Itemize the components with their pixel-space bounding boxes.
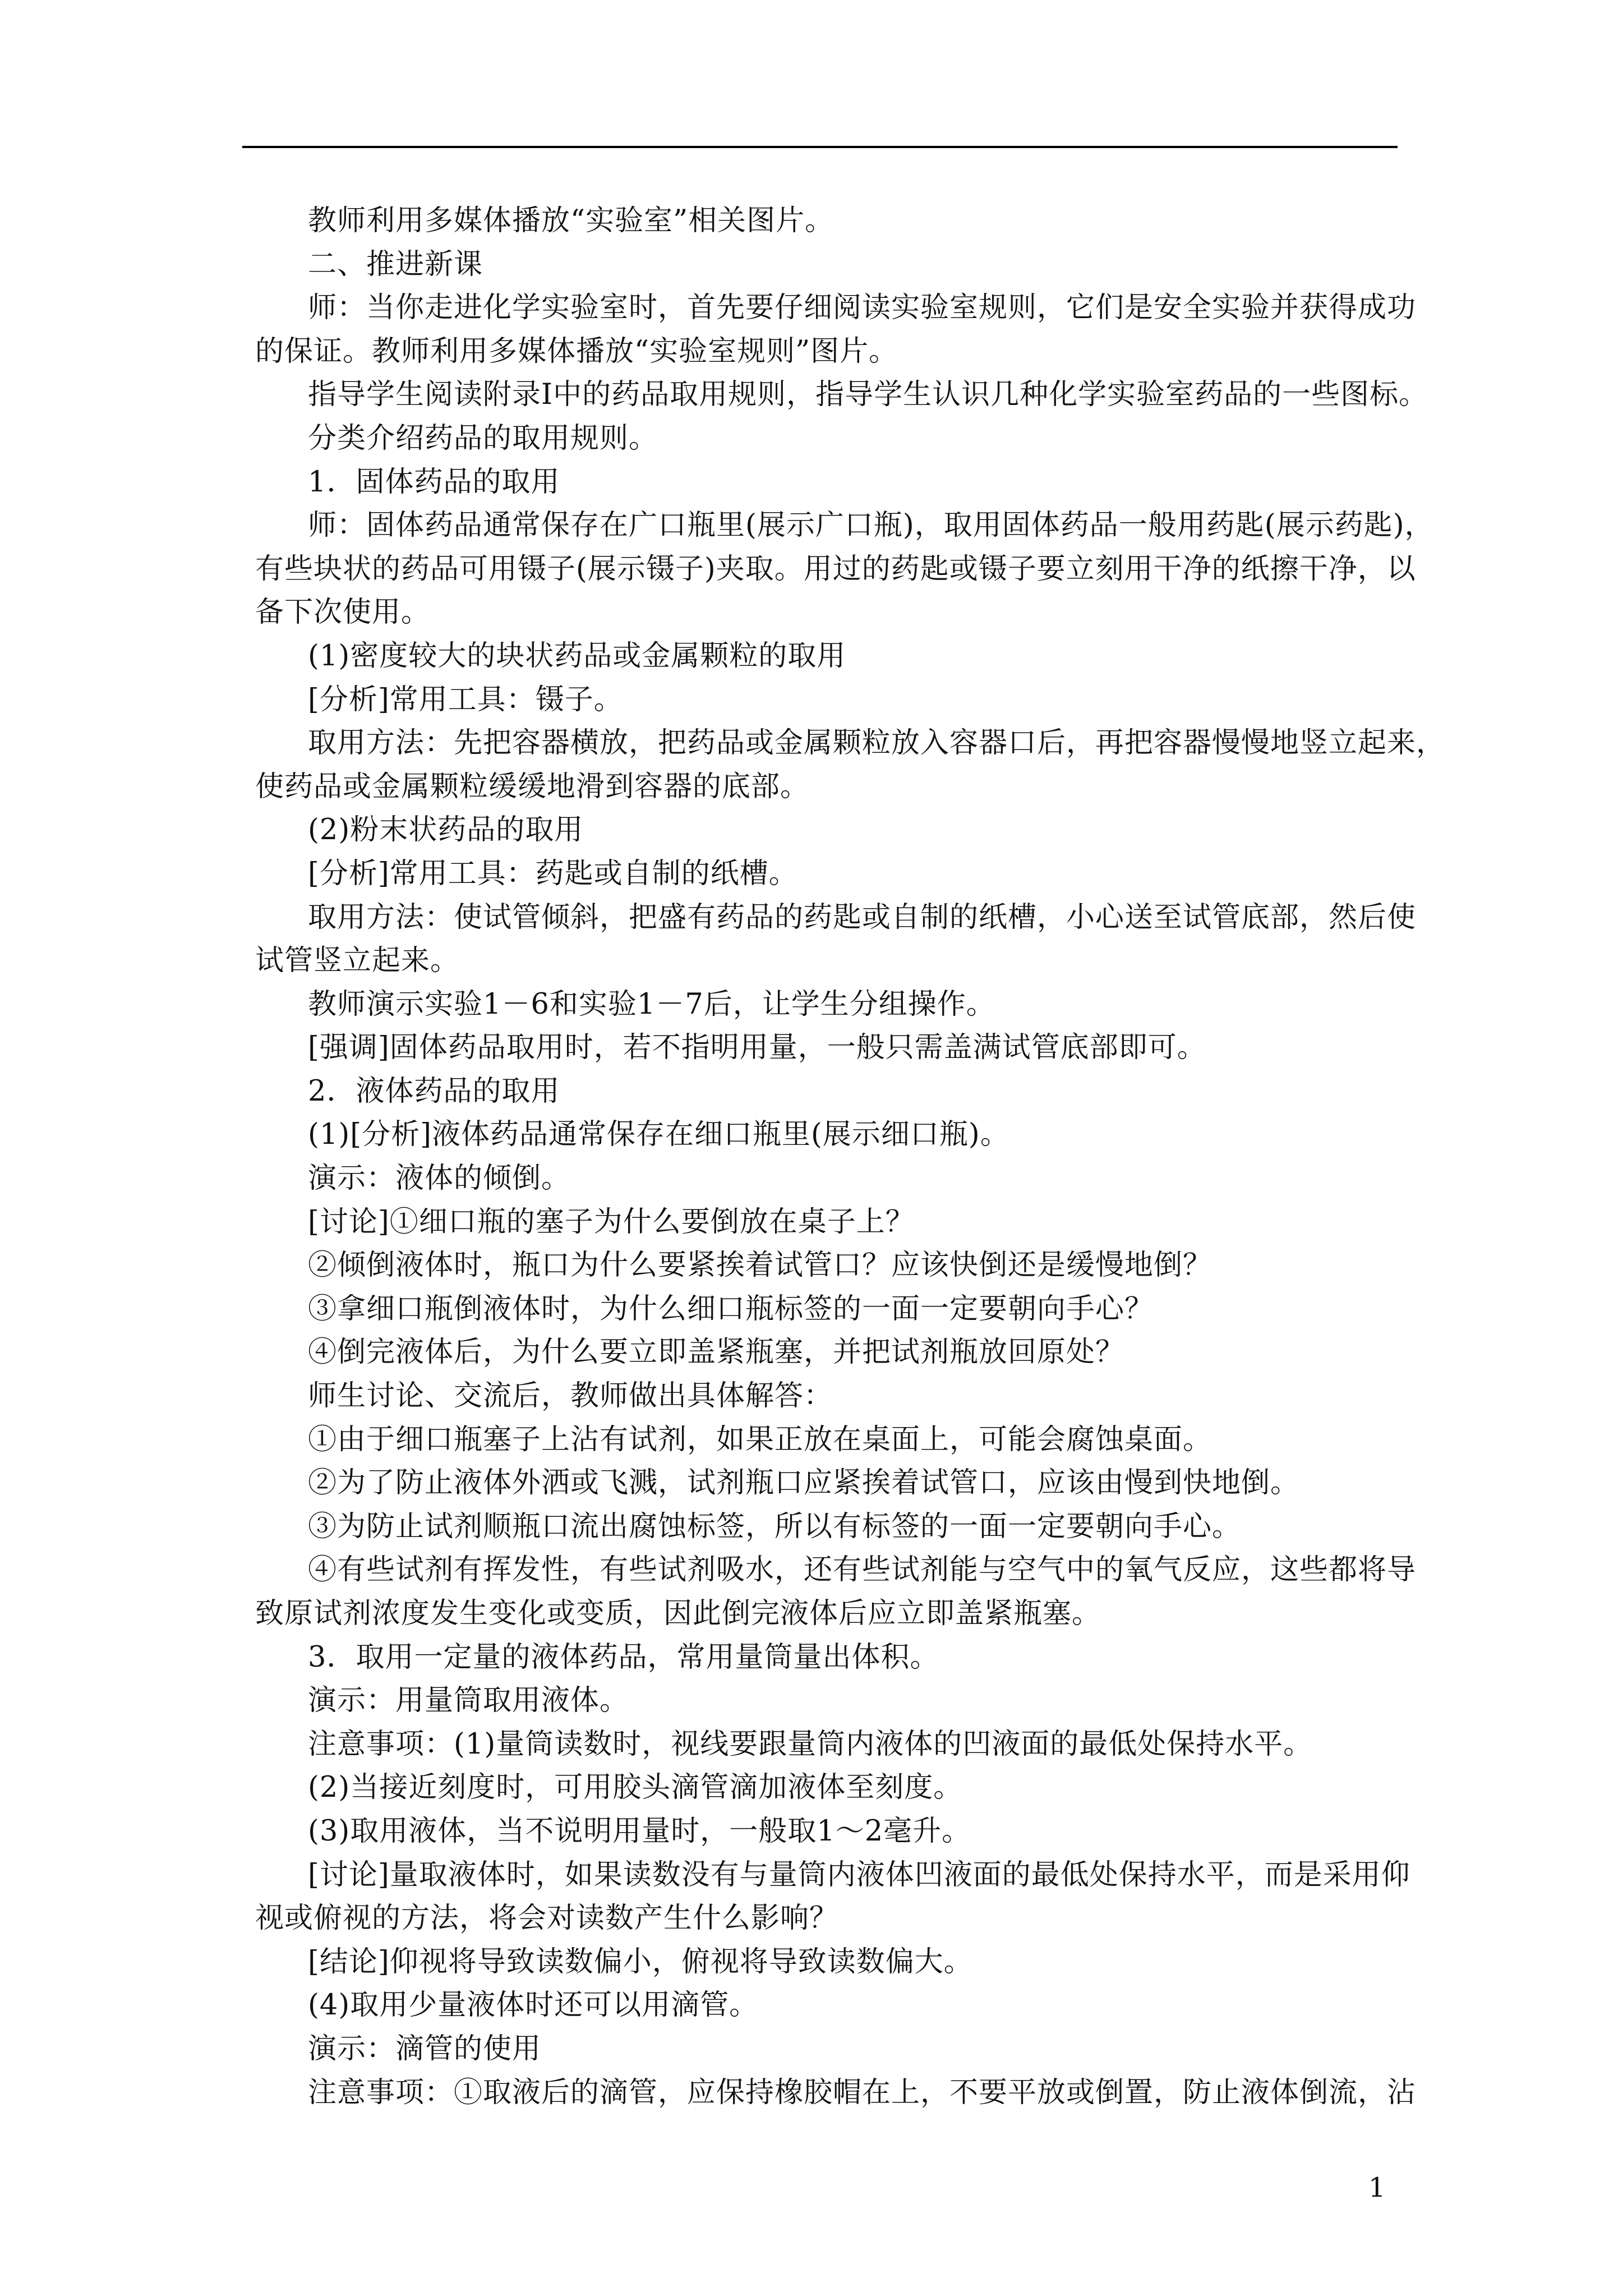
text-line: (2)粉末状药品的取用 <box>308 813 584 847</box>
text-line: 致原试剂浓度发生变化或变质，因此倒完液体后应立即盖紧瓶塞。 <box>255 1597 1101 1630</box>
text-line: [强调]固体药品取用时，若不指明用量，一般只需盖满试管底部即可。 <box>308 1031 1206 1065</box>
text-line: (3)取用液体，当不说明用量时，一般取1～2毫升。 <box>308 1814 971 1848</box>
text-line: 指导学生阅读附录Ⅰ中的药品取用规则，指导学生认识几种化学实验室药品的一些图标。 <box>308 378 1428 412</box>
subsection-heading: 1．固体药品的取用 <box>308 465 560 499</box>
text-line: 师：固体药品通常保存在广口瓶里(展示广口瓶)，取用固体药品一般用药匙(展示药匙)， <box>308 509 1434 542</box>
subsection-heading: 2．液体药品的取用 <box>308 1074 560 1108</box>
text-line: 注意事项：(1)量筒读数时，视线要跟量筒内液体的凹液面的最低处保持水平。 <box>308 1727 1313 1761</box>
text-line: [讨论]①细口瓶的塞子为什么要倒放在桌子上？ <box>308 1205 915 1239</box>
text-line: ③为防止试剂顺瓶口流出腐蚀标签，所以有标签的一面一定要朝向手心。 <box>308 1510 1242 1543</box>
text-line: ②倾倒液体时，瓶口为什么要紧挨着试管口？应该快倒还是缓慢地倒？ <box>308 1249 1212 1282</box>
text-line: ②为了防止液体外洒或飞溅，试剂瓶口应紧挨着试管口，应该由慢到快地倒。 <box>308 1466 1300 1500</box>
text-line: 注意事项：①取液后的滴管，应保持橡胶帽在上，不要平放或倒置，防止液体倒流，沾 <box>308 2076 1417 2109</box>
text-line: ④有些试剂有挥发性，有些试剂吸水，还有些试剂能与空气中的氧气反应，这些都将导 <box>308 1553 1417 1587</box>
text-line: 演示：滴管的使用 <box>308 2032 542 2065</box>
text-line: 试管竖立起来。 <box>255 944 460 978</box>
document-body <box>255 199 1446 2114</box>
text-line: 师：当你走进化学实验室时，首先要仔细阅读实验室规则，它们是安全实验并获得成功 <box>308 291 1417 325</box>
text-line: 取用方法：先把容器横放，把药品或金属颗粒放入容器口后，再把容器慢慢地竖立起来， <box>308 726 1446 760</box>
text-line: 取用方法：使试管倾斜，把盛有药品的药匙或自制的纸槽，小心送至试管底部，然后使 <box>308 900 1417 934</box>
header-rule <box>242 146 1398 148</box>
text-line: (1)[分析]液体药品通常保存在细口瓶里(展示细口瓶)。 <box>308 1118 1009 1152</box>
section-heading: 二、推进新课 <box>308 247 483 281</box>
text-line: [分析]常用工具：药匙或自制的纸槽。 <box>308 857 798 890</box>
text-line: 教师利用多媒体播放“实验室”相关图片。 <box>308 204 834 237</box>
text-line: 备下次使用。 <box>255 596 431 629</box>
text-line: 演示：液体的倾倒。 <box>308 1162 571 1195</box>
text-line: (2)当接近刻度时，可用胶头滴管滴加液体至刻度。 <box>308 1771 963 1805</box>
text-line: ④倒完液体后，为什么要立即盖紧瓶塞，并把试剂瓶放回原处？ <box>308 1336 1125 1369</box>
text-line: ①由于细口瓶塞子上沾有试剂，如果正放在桌面上，可能会腐蚀桌面。 <box>308 1423 1212 1456</box>
text-line: 演示：用量筒取用液体。 <box>308 1684 629 1718</box>
subsection-heading: 3．取用一定量的液体药品，常用量筒量出体积。 <box>308 1640 939 1674</box>
text-line: 分类介绍药品的取用规则。 <box>308 421 658 455</box>
text-line: 教师演示实验1－6和实验1－7后，让学生分组操作。 <box>308 987 995 1021</box>
text-line: (4)取用少量液体时还可以用滴管。 <box>308 1989 759 2022</box>
text-line: 师生讨论、交流后，教师做出具体解答： <box>308 1379 833 1413</box>
text-line: (1)密度较大的块状药品或金属颗粒的取用 <box>308 639 846 673</box>
text-line: [分析]常用工具：镊子。 <box>308 683 623 716</box>
text-line: [结论]仰视将导致读数偏小，俯视将导致读数偏大。 <box>308 1945 973 1978</box>
text-line: ③拿细口瓶倒液体时，为什么细口瓶标签的一面一定要朝向手心？ <box>308 1292 1154 1326</box>
text-line: 有些块状的药品可用镊子(展示镊子)夹取。用过的药匙或镊子要立刻用干净的纸擦干净，以 <box>255 552 1416 586</box>
page-number: 1 <box>1368 2172 1386 2203</box>
text-line: 的保证。教师利用多媒体播放“实验室规则”图片。 <box>255 334 898 368</box>
text-line: 视或俯视的方法，将会对读数产生什么影响？ <box>255 1902 839 1935</box>
text-line: [讨论]量取液体时，如果读数没有与量筒内液体凹液面的最低处保持水平，而是采用仰 <box>308 1858 1410 1892</box>
text-line: 使药品或金属颗粒缓缓地滑到容器的底部。 <box>255 770 810 803</box>
